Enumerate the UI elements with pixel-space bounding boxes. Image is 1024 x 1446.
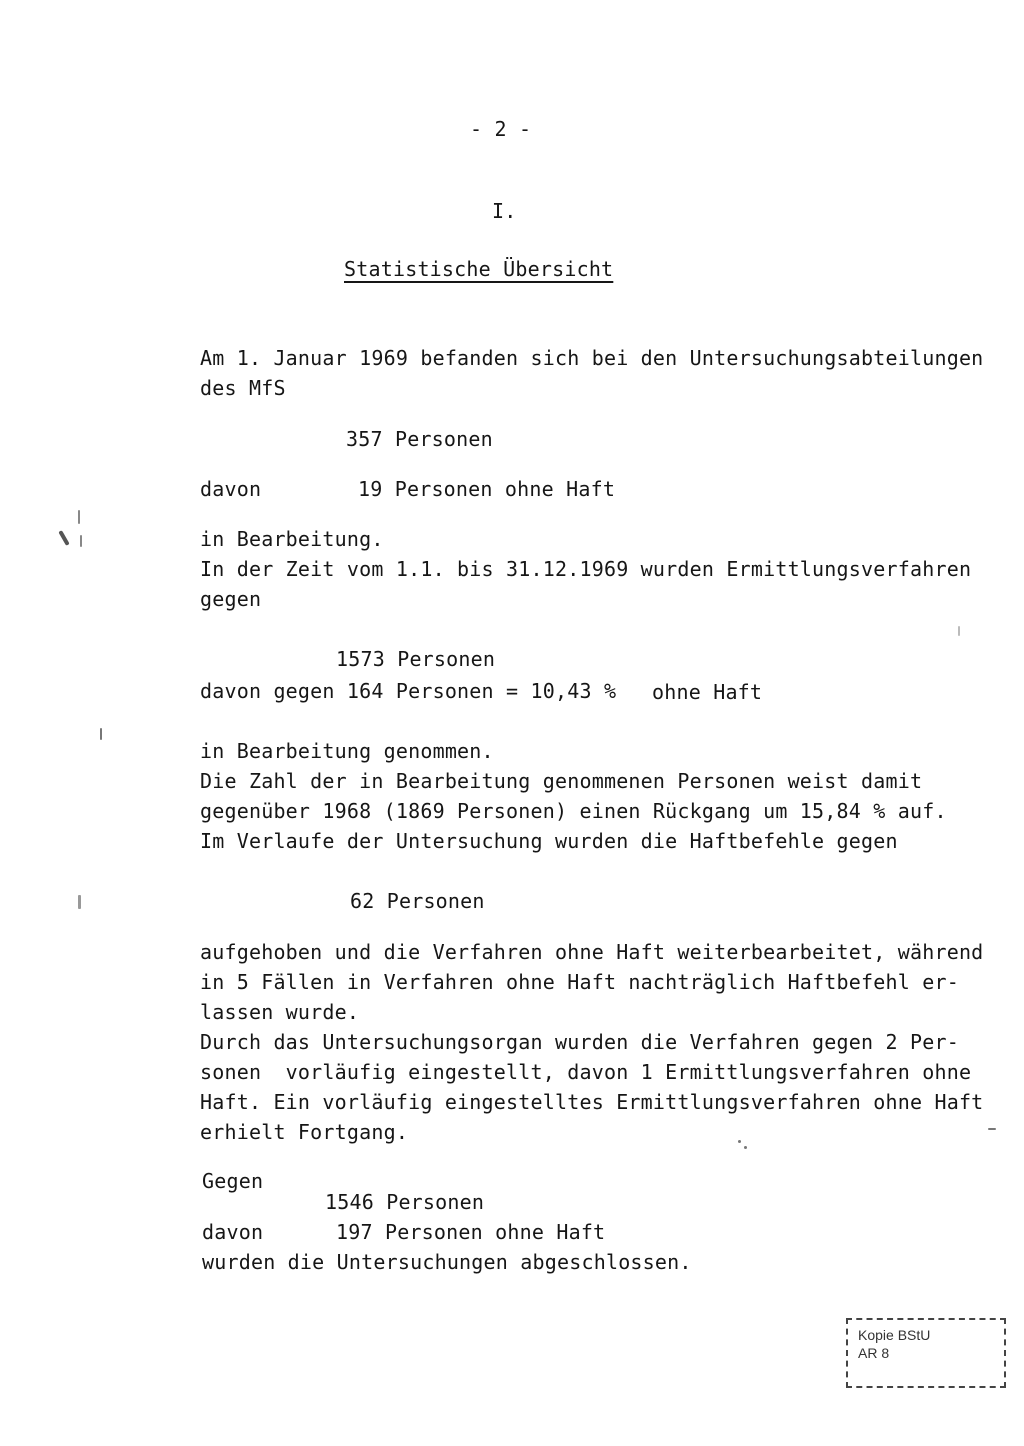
paragraph-3-line-1: Die Zahl der in Bearbeitung genommenen Personen weist damit bbox=[200, 769, 923, 793]
paragraph-2-figure-2-suffix: ohne Haft bbox=[652, 680, 763, 704]
paragraph-1-line-2: des MfS bbox=[200, 376, 286, 400]
paragraph-2-line-2: gegen bbox=[200, 587, 262, 611]
scan-speck bbox=[58, 530, 69, 546]
paragraph-4-line-3: Haft. Ein vorläufig eingestelltes Ermittlungsverfahren ohne Haft bbox=[200, 1090, 984, 1114]
paragraph-1-figure-2: 19 Personen ohne Haft bbox=[358, 477, 616, 501]
scan-speck bbox=[738, 1140, 741, 1143]
page-number: - 2 - bbox=[470, 117, 532, 141]
paragraph-2-line-3: in Bearbeitung genommen. bbox=[200, 739, 494, 763]
scan-speck bbox=[958, 626, 960, 636]
section-number: I. bbox=[492, 199, 517, 223]
archive-stamp bbox=[846, 1318, 1006, 1388]
paragraph-2-figure-1: 1573 Personen bbox=[336, 647, 496, 671]
paragraph-5-figure-1: 1546 Personen bbox=[325, 1190, 485, 1214]
scan-speck bbox=[78, 895, 81, 909]
section-title: Statistische Übersicht bbox=[344, 257, 614, 281]
paragraph-1-line-1: Am 1. Januar 1969 befanden sich bei den Untersuchungsabteilungen bbox=[200, 346, 984, 370]
paragraph-5-figure-2: 197 Personen ohne Haft bbox=[336, 1220, 606, 1244]
paragraph-3-figure-1: 62 Personen bbox=[350, 889, 485, 913]
paragraph-3-line-3: Im Verlaufe der Untersuchung wurden die Haftbefehle gegen bbox=[200, 829, 898, 853]
paragraph-1-figure-2-prefix: davon bbox=[200, 477, 262, 501]
scan-speck bbox=[78, 510, 80, 524]
scan-speck bbox=[80, 535, 82, 547]
paragraph-5-line-2: wurden die Untersuchungen abgeschlossen. bbox=[202, 1250, 692, 1274]
paragraph-4-line-2: sonen vorläufig eingestellt, davon 1 Ermittlungsverfahren ohne bbox=[200, 1060, 972, 1084]
paragraph-2-line-1: In der Zeit vom 1.1. bis 31.12.1969 wurden Ermittlungsverfahren bbox=[200, 557, 972, 581]
scan-speck bbox=[988, 1128, 996, 1130]
paragraph-3-line-6: lassen wurde. bbox=[200, 1000, 360, 1024]
paragraph-4-line-4: erhielt Fortgang. bbox=[200, 1120, 409, 1144]
scan-speck bbox=[744, 1146, 747, 1149]
paragraph-3-line-5: in 5 Fällen in Verfahren ohne Haft nachträglich Haftbefehl er- bbox=[200, 970, 959, 994]
scan-speck bbox=[100, 728, 102, 740]
paragraph-3-line-2: gegenüber 1968 (1869 Personen) einen Rückgang um 15,84 % auf. bbox=[200, 799, 947, 823]
paragraph-5-line-1: Gegen bbox=[202, 1169, 264, 1193]
paragraph-1-line-3: in Bearbeitung. bbox=[200, 527, 384, 551]
stamp-line-1: Kopie BStU bbox=[858, 1327, 931, 1343]
paragraph-2-figure-2: davon gegen 164 Personen = 10,43 % bbox=[200, 679, 617, 703]
paragraph-1-figure-1: 357 Personen bbox=[346, 427, 493, 451]
paragraph-3-line-4: aufgehoben und die Verfahren ohne Haft weiterbearbeitet, während bbox=[200, 940, 984, 964]
stamp-line-2: AR 8 bbox=[858, 1345, 890, 1361]
paragraph-5-figure-2-prefix: davon bbox=[202, 1220, 264, 1244]
paragraph-4-line-1: Durch das Untersuchungsorgan wurden die Verfahren gegen 2 Per- bbox=[200, 1030, 959, 1054]
